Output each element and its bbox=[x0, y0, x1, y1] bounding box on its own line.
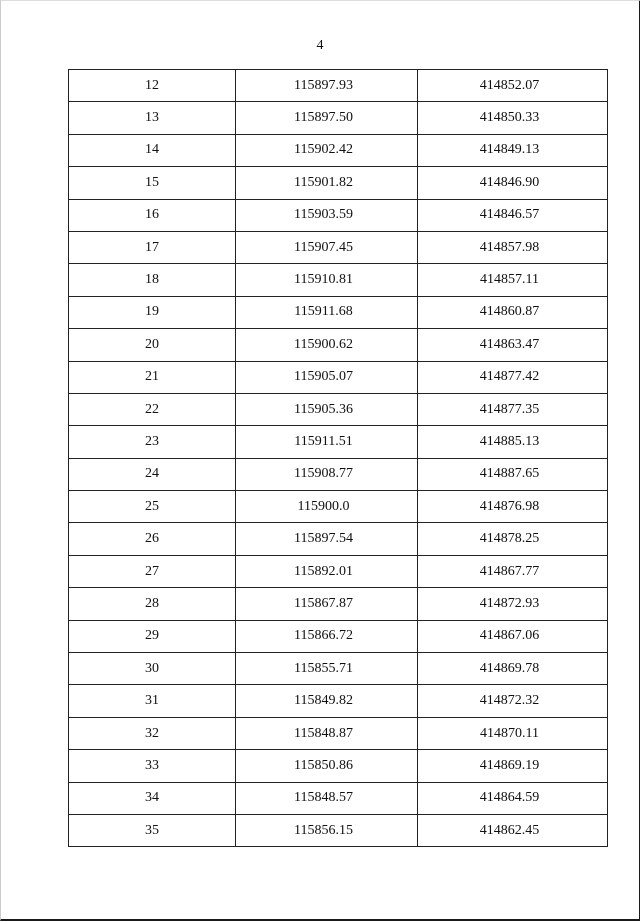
y-coordinate-cell: 414860.87 bbox=[418, 296, 608, 328]
table-row bbox=[69, 782, 608, 814]
table-row bbox=[69, 167, 608, 199]
y-coordinate-cell: 414878.25 bbox=[418, 523, 608, 555]
table-row bbox=[69, 555, 608, 587]
table-row bbox=[69, 685, 608, 717]
y-coordinate-cell: 414887.65 bbox=[418, 458, 608, 490]
x-coordinate-cell: 115907.45 bbox=[236, 231, 418, 263]
point-number-cell: 19 bbox=[69, 296, 236, 328]
y-coordinate-cell: 414857.98 bbox=[418, 231, 608, 263]
x-coordinate-cell: 115905.36 bbox=[236, 393, 418, 425]
y-coordinate-cell: 414872.93 bbox=[418, 588, 608, 620]
x-coordinate-cell: 115848.57 bbox=[236, 782, 418, 814]
x-coordinate-cell: 115856.15 bbox=[236, 814, 418, 846]
y-coordinate-cell: 414849.13 bbox=[418, 134, 608, 166]
y-coordinate-cell: 414869.19 bbox=[418, 750, 608, 782]
table-row bbox=[69, 361, 608, 393]
point-number-cell: 24 bbox=[69, 458, 236, 490]
table-row bbox=[69, 264, 608, 296]
x-coordinate-cell: 115855.71 bbox=[236, 653, 418, 685]
table-row bbox=[69, 491, 608, 523]
table-row bbox=[69, 523, 608, 555]
x-coordinate-cell: 115867.87 bbox=[236, 588, 418, 620]
point-number-cell: 28 bbox=[69, 588, 236, 620]
table-row bbox=[69, 426, 608, 458]
x-coordinate-cell: 115903.59 bbox=[236, 199, 418, 231]
y-coordinate-cell: 414876.98 bbox=[418, 491, 608, 523]
point-number-cell: 13 bbox=[69, 102, 236, 134]
point-number-cell: 29 bbox=[69, 620, 236, 652]
table-row bbox=[69, 70, 608, 102]
table-row bbox=[69, 329, 608, 361]
x-coordinate-cell: 115900.0 bbox=[236, 491, 418, 523]
table-row bbox=[69, 393, 608, 425]
point-number-cell: 35 bbox=[69, 814, 236, 846]
point-number-cell: 31 bbox=[69, 685, 236, 717]
table-row bbox=[69, 717, 608, 749]
y-coordinate-cell: 414863.47 bbox=[418, 329, 608, 361]
y-coordinate-cell: 414852.07 bbox=[418, 70, 608, 102]
table-row bbox=[69, 620, 608, 652]
point-number-cell: 14 bbox=[69, 134, 236, 166]
point-number-cell: 25 bbox=[69, 491, 236, 523]
x-coordinate-cell: 115892.01 bbox=[236, 555, 418, 587]
x-coordinate-cell: 115902.42 bbox=[236, 134, 418, 166]
y-coordinate-cell: 414872.32 bbox=[418, 685, 608, 717]
point-number-cell: 21 bbox=[69, 361, 236, 393]
table-row bbox=[69, 653, 608, 685]
point-number-cell: 23 bbox=[69, 426, 236, 458]
x-coordinate-cell: 115848.87 bbox=[236, 717, 418, 749]
table-row bbox=[69, 296, 608, 328]
x-coordinate-cell: 115908.77 bbox=[236, 458, 418, 490]
table-row bbox=[69, 231, 608, 263]
y-coordinate-cell: 414869.78 bbox=[418, 653, 608, 685]
y-coordinate-cell: 414885.13 bbox=[418, 426, 608, 458]
table-row bbox=[69, 102, 608, 134]
x-coordinate-cell: 115897.50 bbox=[236, 102, 418, 134]
x-coordinate-cell: 115897.93 bbox=[236, 70, 418, 102]
x-coordinate-cell: 115911.51 bbox=[236, 426, 418, 458]
point-number-cell: 12 bbox=[69, 70, 236, 102]
point-number-cell: 17 bbox=[69, 231, 236, 263]
x-coordinate-cell: 115850.86 bbox=[236, 750, 418, 782]
coordinates-table bbox=[68, 69, 608, 847]
point-number-cell: 30 bbox=[69, 653, 236, 685]
point-number-cell: 18 bbox=[69, 264, 236, 296]
y-coordinate-cell: 414867.77 bbox=[418, 555, 608, 587]
coordinates-table-body bbox=[69, 70, 608, 847]
x-coordinate-cell: 115905.07 bbox=[236, 361, 418, 393]
y-coordinate-cell: 414857.11 bbox=[418, 264, 608, 296]
x-coordinate-cell: 115866.72 bbox=[236, 620, 418, 652]
point-number-cell: 16 bbox=[69, 199, 236, 231]
x-coordinate-cell: 115911.68 bbox=[236, 296, 418, 328]
point-number-cell: 20 bbox=[69, 329, 236, 361]
x-coordinate-cell: 115901.82 bbox=[236, 167, 418, 199]
y-coordinate-cell: 414877.42 bbox=[418, 361, 608, 393]
table-row bbox=[69, 199, 608, 231]
point-number-cell: 27 bbox=[69, 555, 236, 587]
y-coordinate-cell: 414877.35 bbox=[418, 393, 608, 425]
y-coordinate-cell: 414867.06 bbox=[418, 620, 608, 652]
point-number-cell: 34 bbox=[69, 782, 236, 814]
y-coordinate-cell: 414864.59 bbox=[418, 782, 608, 814]
table-row bbox=[69, 588, 608, 620]
x-coordinate-cell: 115900.62 bbox=[236, 329, 418, 361]
y-coordinate-cell: 414846.90 bbox=[418, 167, 608, 199]
page-number: 4 bbox=[316, 38, 324, 53]
point-number-cell: 22 bbox=[69, 393, 236, 425]
table-row bbox=[69, 814, 608, 846]
table-row bbox=[69, 750, 608, 782]
point-number-cell: 32 bbox=[69, 717, 236, 749]
table-row bbox=[69, 458, 608, 490]
y-coordinate-cell: 414862.45 bbox=[418, 814, 608, 846]
point-number-cell: 26 bbox=[69, 523, 236, 555]
x-coordinate-cell: 115849.82 bbox=[236, 685, 418, 717]
x-coordinate-cell: 115897.54 bbox=[236, 523, 418, 555]
y-coordinate-cell: 414870.11 bbox=[418, 717, 608, 749]
x-coordinate-cell: 115910.81 bbox=[236, 264, 418, 296]
point-number-cell: 15 bbox=[69, 167, 236, 199]
y-coordinate-cell: 414850.33 bbox=[418, 102, 608, 134]
point-number-cell: 33 bbox=[69, 750, 236, 782]
table-row bbox=[69, 134, 608, 166]
y-coordinate-cell: 414846.57 bbox=[418, 199, 608, 231]
